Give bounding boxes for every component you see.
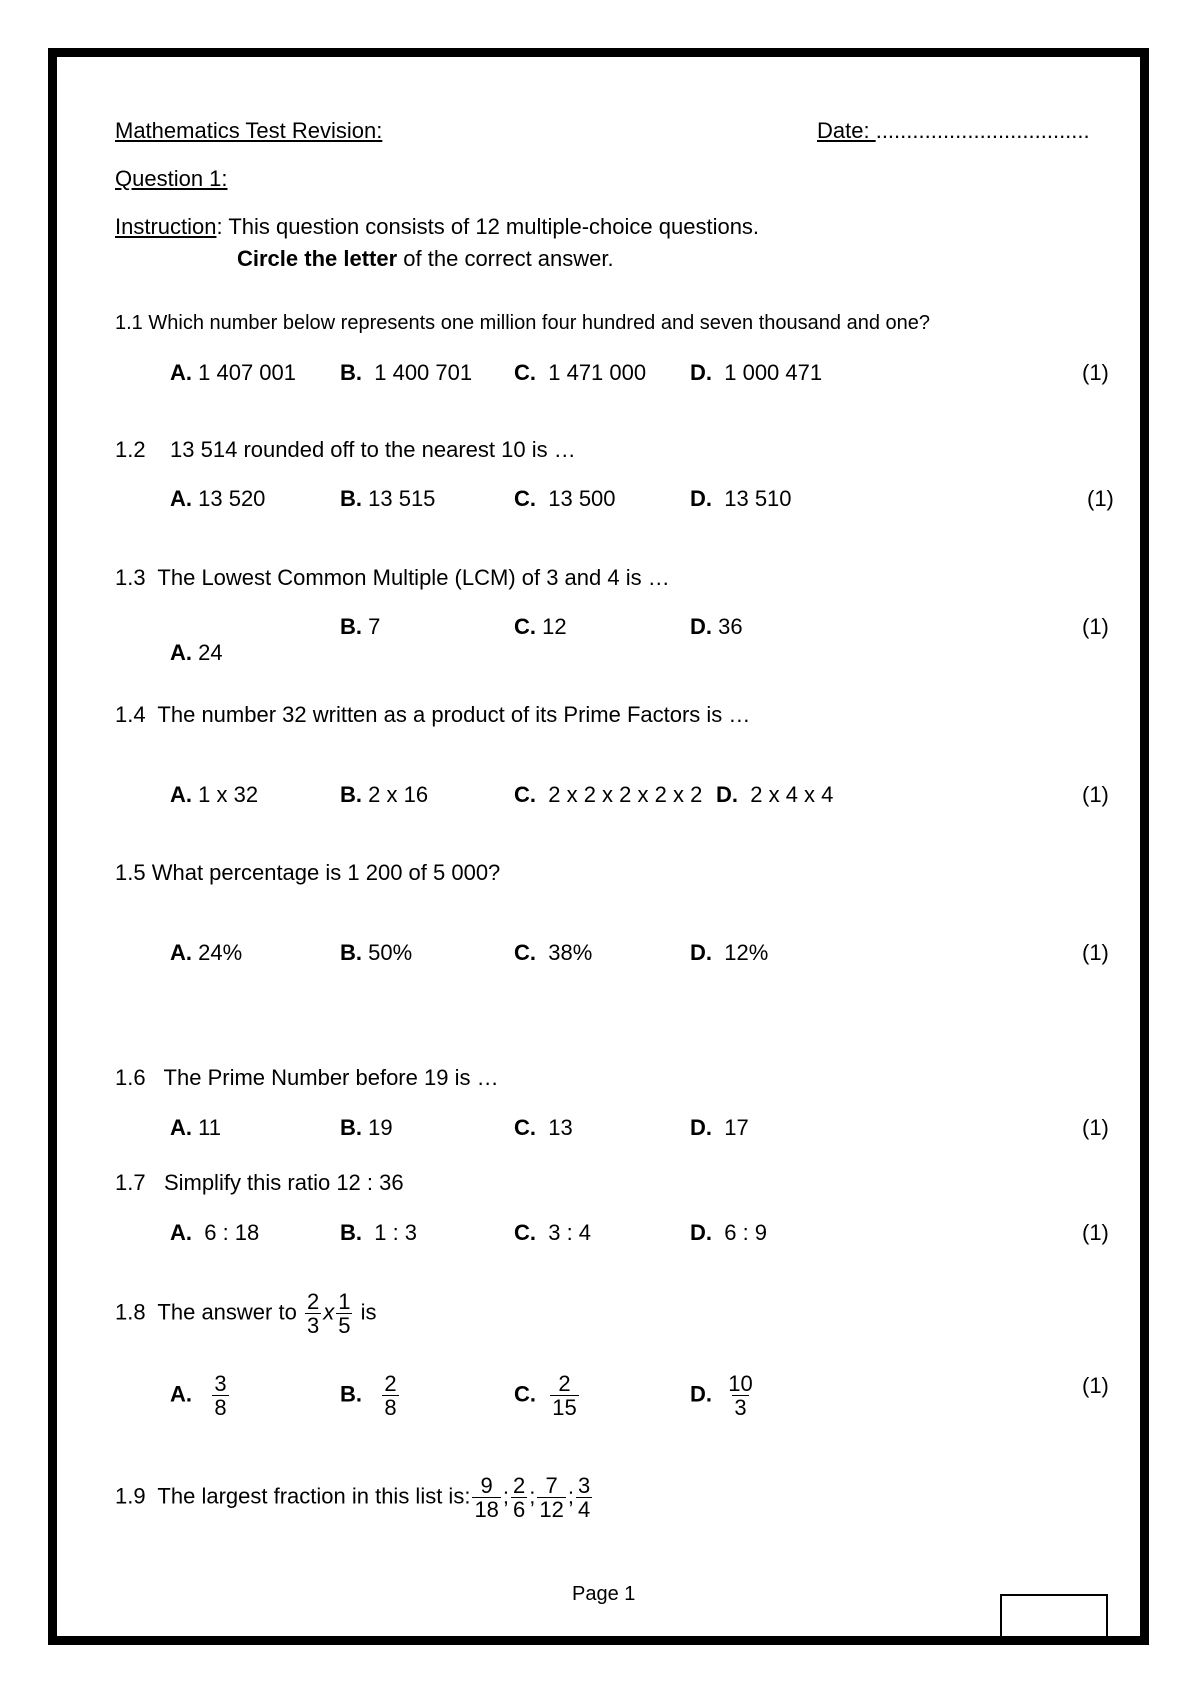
option-value: 1 : 3: [374, 1220, 418, 1245]
option-b[interactable]: [340, 614, 380, 640]
option-a[interactable]: [170, 486, 265, 512]
option-letter: B.: [340, 782, 362, 807]
option-b[interactable]: [340, 1220, 417, 1246]
question-text: 13 514 rounded off to the nearest 10 is …: [170, 437, 576, 462]
option-value: 13: [548, 1115, 573, 1140]
instruction-line-2: [237, 246, 614, 272]
option-value: 1 x 32: [198, 782, 259, 807]
option-value: 1 000 471: [724, 360, 823, 385]
option-value: 1 400 701: [374, 360, 473, 385]
marks: (1): [1082, 1373, 1109, 1398]
marks: (1): [1082, 940, 1109, 965]
denominator: 5: [338, 1313, 351, 1339]
option-a[interactable]: [170, 1220, 259, 1246]
question-1-4: [115, 702, 750, 728]
option-letter: C.: [514, 486, 536, 511]
option-c[interactable]: [514, 1220, 591, 1246]
question-number: 1.6: [115, 1065, 146, 1090]
option-c[interactable]: [514, 360, 646, 386]
option-letter: C.: [514, 614, 536, 639]
fraction: [511, 1474, 527, 1521]
instruction-label: Instruction: [115, 214, 217, 239]
question-suffix: is: [360, 1299, 377, 1325]
option-letter: B.: [340, 614, 362, 639]
fraction: [537, 1474, 565, 1521]
denominator: 18: [474, 1497, 499, 1523]
numerator: 3: [214, 1371, 227, 1396]
instruction-rest: of the correct answer.: [397, 246, 614, 271]
option-value: 13 515: [368, 486, 436, 511]
question-number: 1.5: [115, 860, 146, 885]
numerator: 2: [384, 1371, 397, 1396]
option-value: 7: [368, 614, 381, 639]
option-value: 12%: [724, 940, 769, 965]
question-text: The Prime Number before 19 is …: [163, 1065, 499, 1090]
option-letter: D.: [690, 1220, 712, 1245]
option-value: 17: [724, 1115, 749, 1140]
option-c[interactable]: [514, 486, 616, 512]
option-letter: D.: [690, 940, 712, 965]
option-value: 50%: [368, 940, 413, 965]
question-1-6: [115, 1065, 499, 1091]
option-value: 2 x 2 x 2 x 2 x 2: [548, 782, 703, 807]
marks: (1): [1082, 782, 1109, 807]
instruction-text: : This question consists of 12 multiple-choice questions.: [216, 214, 760, 239]
option-letter: D.: [690, 486, 712, 511]
date-blank: ...................................: [875, 118, 1090, 143]
option-d[interactable]: [690, 614, 743, 640]
question-number: 1.2: [115, 437, 146, 462]
question-number: 1.3: [115, 565, 146, 590]
option-d[interactable]: [690, 360, 822, 386]
test-title: Mathematics Test Revision:: [115, 118, 383, 143]
fraction: [336, 1290, 352, 1337]
option-value: 2 x 4 x 4: [750, 782, 834, 807]
option-value: 1 407 001: [198, 360, 296, 385]
fraction: [576, 1474, 592, 1521]
question-1-3: [115, 565, 670, 591]
option-value: 12: [542, 614, 567, 639]
option-letter: A.: [170, 782, 192, 807]
option-a[interactable]: [170, 640, 223, 666]
date-label: Date:: [817, 118, 876, 143]
denominator: 6: [513, 1497, 526, 1523]
option-d[interactable]: [690, 1220, 767, 1246]
option-d[interactable]: [690, 1115, 749, 1141]
option-letter: A.: [170, 940, 192, 965]
numerator: 2: [558, 1371, 571, 1396]
fraction: [382, 1372, 398, 1419]
option-letter: A.: [170, 486, 192, 511]
question-number: 1.9: [115, 1483, 146, 1509]
fraction: [212, 1372, 228, 1419]
option-letter: C.: [514, 1381, 536, 1407]
option-letter: C.: [514, 1220, 536, 1245]
denominator: 3: [306, 1313, 320, 1339]
option-value: 36: [718, 614, 743, 639]
option-letter: A.: [170, 1220, 192, 1245]
question-text: The largest fraction in this list is:: [157, 1483, 471, 1509]
question-number: 1.4: [115, 702, 146, 727]
question-title: Question 1:: [115, 166, 228, 191]
question-1-9: [115, 1474, 594, 1521]
question-text: The answer to: [157, 1299, 297, 1325]
question-number: 1.1: [115, 312, 143, 334]
question-number: 1.7: [115, 1170, 146, 1195]
option-d[interactable]: [690, 1372, 757, 1419]
question-1-8: [115, 1290, 376, 1337]
denominator: 4: [578, 1497, 591, 1523]
option-value: 24%: [198, 940, 243, 965]
option-value: 6 : 9: [724, 1220, 768, 1245]
marks: (1): [1082, 1115, 1109, 1140]
date-field: [817, 118, 1090, 144]
option-value: 19: [368, 1115, 393, 1140]
marks: (1): [1082, 614, 1109, 639]
option-value: 11: [198, 1115, 221, 1140]
option-letter: A.: [170, 1115, 192, 1140]
numerator: 2: [306, 1289, 320, 1314]
denominator: 15: [552, 1395, 577, 1421]
option-letter: C.: [514, 782, 536, 807]
option-letter: D.: [690, 614, 712, 639]
page-number: Page 1: [572, 1583, 636, 1605]
option-a[interactable]: [170, 1372, 231, 1419]
numerator: 9: [480, 1473, 493, 1498]
separator: ;: [529, 1483, 536, 1509]
option-a[interactable]: [170, 1115, 221, 1141]
option-letter: B.: [340, 1220, 362, 1245]
option-c[interactable]: [514, 614, 567, 640]
multiply-sign: x: [323, 1299, 335, 1325]
option-letter: B.: [340, 486, 362, 511]
numerator: 2: [513, 1473, 526, 1498]
denominator: 3: [734, 1395, 747, 1421]
option-value: 38%: [548, 940, 593, 965]
option-a[interactable]: [170, 782, 258, 808]
option-b[interactable]: [340, 1372, 401, 1419]
question-text: Simplify this ratio 12 : 36: [163, 1170, 404, 1195]
option-letter: C.: [514, 1115, 536, 1140]
option-d[interactable]: [690, 940, 768, 966]
instruction: [115, 214, 759, 240]
option-value: 2 x 16: [368, 782, 429, 807]
option-letter: B.: [340, 360, 362, 385]
option-value: 24: [198, 640, 223, 665]
question-1-1: [115, 312, 930, 335]
option-c[interactable]: [514, 782, 702, 808]
question-text: The Lowest Common Multiple (LCM) of 3 and 4 is …: [157, 565, 670, 590]
option-d[interactable]: [690, 486, 792, 512]
option-letter: C.: [514, 940, 536, 965]
option-a[interactable]: [170, 360, 296, 386]
option-c[interactable]: [514, 1372, 581, 1419]
marks: (1): [1082, 360, 1109, 385]
option-value: 13 500: [548, 486, 616, 511]
numerator: 1: [338, 1289, 351, 1314]
fraction: [726, 1372, 754, 1419]
option-value: 13 510: [724, 486, 792, 511]
question-1-5: [115, 860, 500, 886]
question-text: The number 32 written as a product of its Prime Factors is …: [157, 702, 751, 727]
separator: ;: [502, 1483, 510, 1509]
marks: (1): [1087, 486, 1114, 511]
option-letter: B.: [340, 1381, 362, 1407]
question-1-7: [115, 1170, 404, 1196]
marks: (1): [1082, 1220, 1109, 1245]
numerator: 10: [728, 1371, 753, 1396]
fraction: [472, 1474, 500, 1521]
question-number: 1.8: [115, 1299, 146, 1325]
option-value: 3 : 4: [548, 1220, 592, 1245]
option-b[interactable]: [340, 486, 435, 512]
option-value: 13 520: [198, 486, 266, 511]
option-letter: B.: [340, 940, 362, 965]
option-letter: A.: [170, 360, 192, 385]
option-letter: D.: [690, 1115, 712, 1140]
option-d[interactable]: [716, 782, 833, 808]
option-c[interactable]: [514, 1115, 573, 1141]
question-1-2: [115, 437, 576, 463]
option-c[interactable]: [514, 940, 592, 966]
denominator: 12: [539, 1497, 564, 1523]
numerator: 3: [578, 1473, 591, 1498]
option-b[interactable]: [340, 782, 428, 808]
option-letter: D.: [690, 1381, 712, 1407]
option-b[interactable]: [340, 360, 472, 386]
option-b[interactable]: [340, 940, 412, 966]
denominator: 8: [384, 1395, 397, 1421]
numerator: 7: [545, 1473, 558, 1498]
denominator: 8: [214, 1395, 227, 1421]
option-b[interactable]: [340, 1115, 393, 1141]
option-letter: C.: [514, 360, 536, 385]
option-letter: D.: [716, 782, 738, 807]
option-value: 6 : 18: [204, 1220, 260, 1245]
option-letter: A.: [170, 1381, 192, 1407]
option-letter: D.: [690, 360, 712, 385]
instruction-bold: Circle the letter: [237, 246, 398, 271]
question-text: Which number below represents one million four hundred and seven thousand and one?: [148, 312, 930, 334]
option-value: 1 471 000: [548, 360, 647, 385]
fraction: [550, 1372, 578, 1419]
option-letter: B.: [340, 1115, 362, 1140]
separator: ;: [567, 1483, 575, 1509]
option-a[interactable]: [170, 940, 242, 966]
fraction: [305, 1290, 321, 1337]
option-letter: A.: [170, 640, 192, 665]
marks-total-box: [1000, 1594, 1108, 1638]
question-text: What percentage is 1 200 of 5 000?: [151, 860, 501, 885]
